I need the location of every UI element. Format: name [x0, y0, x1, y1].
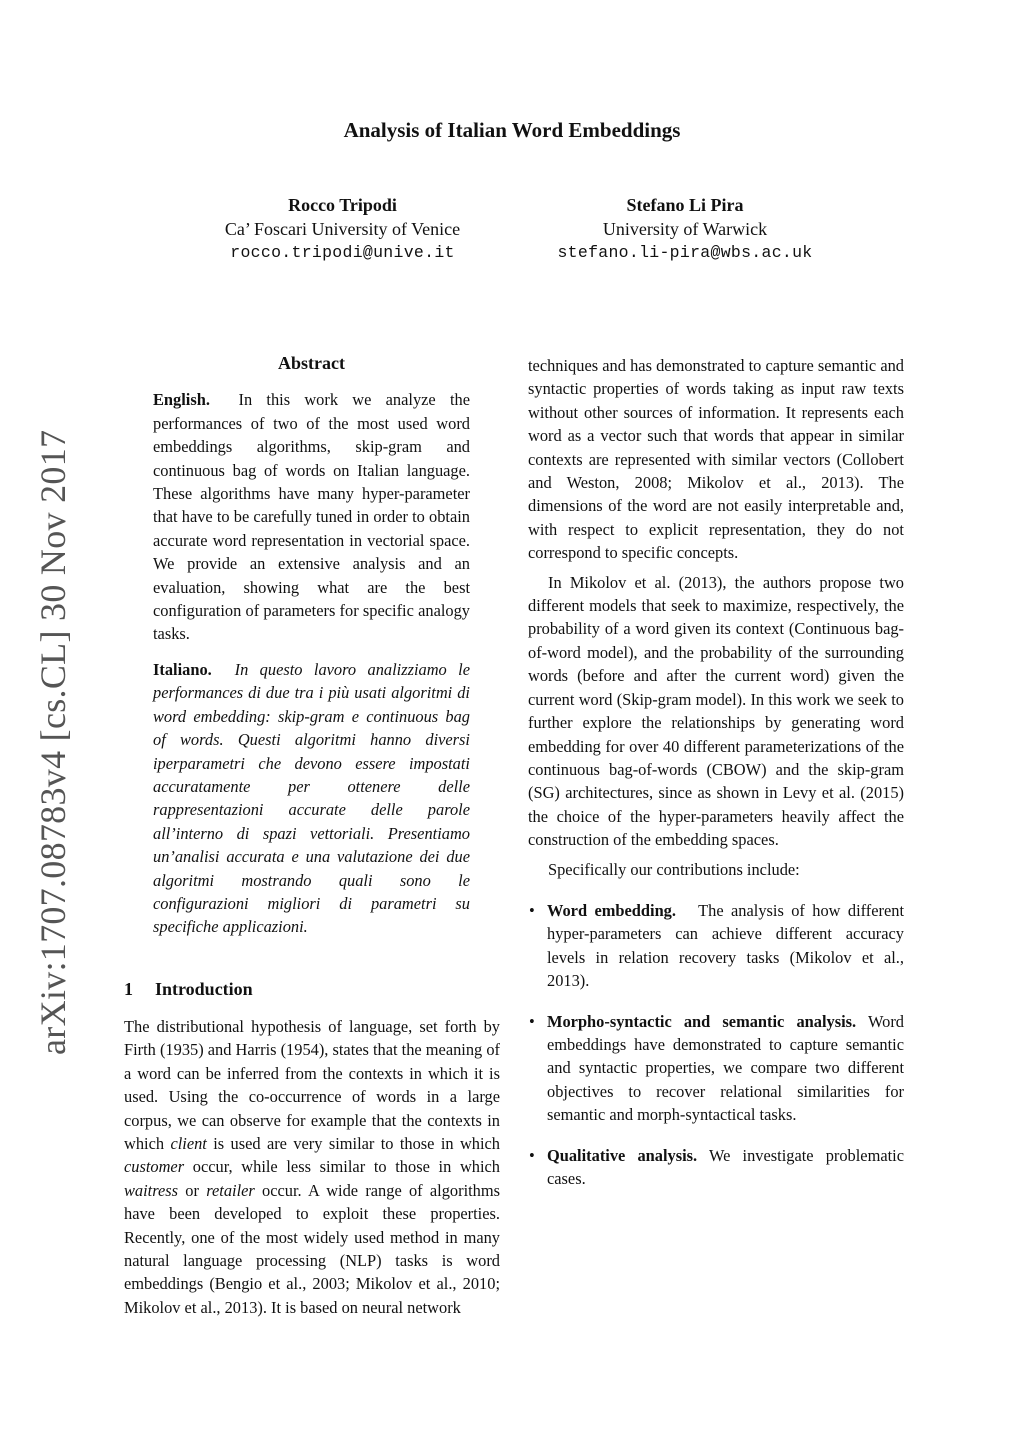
section-title: Introduction	[155, 979, 253, 999]
text-run: waitress	[124, 1180, 179, 1200]
author-block-1	[190, 193, 495, 265]
text-run: or	[178, 1180, 207, 1200]
author-block-2	[525, 193, 845, 265]
contribution-text: We investigate problematic cases.	[547, 1145, 904, 1188]
text-run: occur. A wide range of algorithms have been developed to exploit these properties. Recently, one of the most widely used method in many natural language processing (NLP) tasks is word embeddings (Bengio et al., 2003; Mikolov et al., 2010; Mikolov et al., 2013). It is based on neural network	[124, 1180, 500, 1317]
intro-column-right	[528, 354, 904, 1207]
abstract-heading: Abstract	[278, 353, 345, 373]
intro-paragraph-1-continued: techniques and has demonstrated to capture semantic and syntactic properties of words taking as input raw texts without other sources of information. It represents each word as a vector such that words that appear in similar contexts are represented with similar vectors (Collobert and Weston, 2008; Mikolov et al., 2013). The dimensions of the word are not easily interpretable and, with respect to explicit representation, they do not correspond to specific concepts.	[528, 356, 904, 563]
text-run: The distributional hypothesis of language, set forth by Firth (1935) and Harris (1954), states that the meaning of a word can be inferred from the contexts in which it is used. Using the co-occurrence of words in a large corpus, we can observe for example that the contexts in which	[124, 1017, 500, 1154]
abstract-english-text: In this work we analyze the performances of two of the most used word embeddings algorithms, skip-gram and continuous bag of words on Italian language. These algorithms have many hyper-parameter that have to be carefully tuned in order to obtain accurate word representation in vectorial space. We provide an extensive analysis and an evaluation, showing what are the best configuration of parameters for specific analogy tasks.	[153, 390, 470, 644]
list-item	[528, 1144, 904, 1191]
bullet-icon: •	[529, 900, 535, 920]
intro-paragraph-2: In Mikolov et al. (2013), the authors propose two different models that seek to maximize, respectively, the probability of a word given its context (Continuous bag-of-word model), and the probability of the surrounding words (before and after the current word) given the current word (Skip-gram model). In this work we seek to further explore the relationships by generating word embedding for over 40 different parameterizations of the continuous bag-of-words (CBOW) and the skip-gram (SG) architectures, since as shown in Levy et al. (2015) the choice of the hyper-parameters heavily affect the construction of the embedding spaces.	[528, 572, 904, 850]
contribution-label: Qualitative analysis.	[547, 1145, 698, 1165]
abstract	[153, 352, 470, 951]
abstract-italian	[153, 658, 470, 939]
contribution-text: Word embeddings have demonstrated to capture semantic and syntactic properties, we compare two different objectives to recover relational similarities for semantic and morph-syntactical tasks.	[547, 1011, 904, 1125]
section-heading	[124, 979, 253, 1000]
contribution-list	[528, 899, 904, 1190]
abstract-english	[153, 388, 470, 645]
author-affiliation: Ca’ Foscari University of Venice	[224, 219, 461, 239]
contribution-label: Morpho-syntactic and semantic analysis.	[547, 1011, 857, 1031]
intro-paragraph-3: Specifically our contributions include:	[548, 859, 800, 879]
contribution-text: The analysis of how different hyper-parameters can achieve different accuracy levels in relation recovery tasks (Mikolov et al., 2013).	[547, 900, 905, 991]
text-run: customer	[124, 1157, 185, 1177]
section-number: 1	[124, 979, 133, 999]
abstract-english-label: English.	[153, 390, 210, 410]
paper-title: Analysis of Italian Word Embeddings	[343, 118, 681, 142]
text-run: occur, while less similar to those in which	[184, 1157, 500, 1177]
author-email[interactable]: rocco.tripodi@unive.it	[230, 243, 455, 262]
contribution-label: Word embedding.	[547, 900, 676, 920]
author-name: Stefano Li Pira	[626, 195, 744, 215]
list-item	[528, 1010, 904, 1127]
intro-paragraph-1-start	[124, 1015, 500, 1319]
text-run: retailer	[206, 1180, 255, 1200]
list-item	[528, 899, 904, 993]
abstract-italian-label: Italiano.	[153, 659, 212, 679]
author-affiliation: University of Warwick	[602, 219, 768, 239]
author-name: Rocco Tripodi	[288, 195, 397, 215]
author-email[interactable]: stefano.li-pira@wbs.ac.uk	[557, 243, 813, 262]
text-run: is used are very similar to those in which	[206, 1134, 500, 1154]
text-run: client	[170, 1134, 207, 1154]
arxiv-identifier: arXiv:1707.08783v4 [cs.CL] 30 Nov 2017	[33, 429, 73, 1055]
bullet-icon: •	[529, 1011, 535, 1031]
abstract-italian-text: In questo lavoro analizziamo le performances di due tra i più usati algoritmi di word embedding: skip-gram e continuous bag of words. Questi algoritmi hanno diversi iperparametri che devono essere impostati accuratamente per ottenere delle rappresentazioni accurate delle parole all’interno di spazi vettoriali. Presentiamo un’analisi accurata e una valutazione dei due algoritmi mostrando quali sono le configurazioni migliori di parametri su specifiche applicazioni.	[153, 659, 470, 937]
intro-column-left	[124, 1015, 500, 1319]
bullet-icon: •	[529, 1145, 535, 1165]
